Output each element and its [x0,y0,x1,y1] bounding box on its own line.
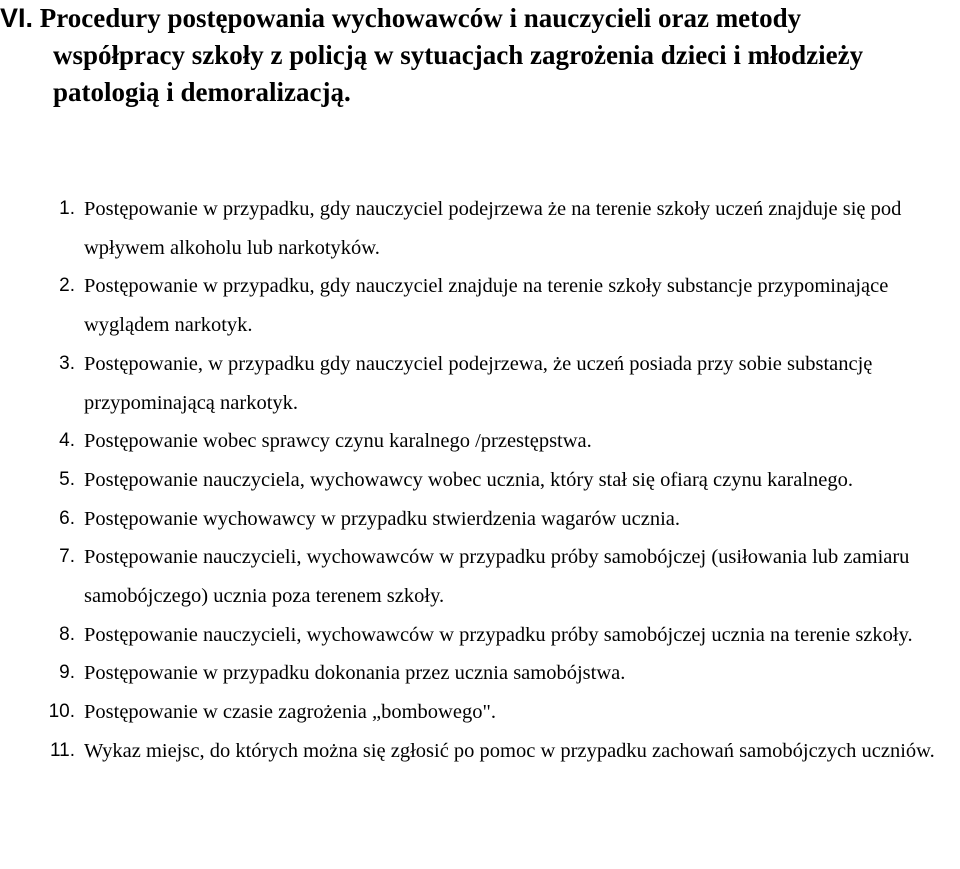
procedure-number: 7. [59,546,75,568]
procedure-text: Postępowanie nauczycieli, wychowawców w przypadku próby samobójczej (usiłowania lub zamiaru samobójczego) ucznia poza terenem szkoły. [84,546,910,608]
section-heading-line-1 [0,0,955,37]
procedure-number: 3. [59,352,75,374]
procedure-item-4 [0,422,960,461]
procedure-item-3 [0,345,960,422]
procedure-text: Postępowanie nauczyciela, wychowawcy wobec ucznia, który stał się ofiarą czynu karalnego. [84,468,854,491]
procedure-item-10 [0,693,960,732]
procedure-number: 5. [59,468,75,490]
procedure-item-2 [0,267,960,344]
section-title-line-3: patologią i demoralizacją. [53,77,351,107]
procedure-item-8 [0,616,960,655]
procedure-item-5 [0,461,960,500]
procedure-item-1 [0,190,960,267]
procedure-item-7 [0,538,960,615]
section-title-line-2: współpracy szkoły z policją w sytuacjach zagrożenia dzieci i młodzieży [53,40,864,70]
procedure-number: 2. [59,275,75,297]
procedure-text: Postępowanie w przypadku, gdy nauczyciel znajduje na terenie szkoły substancje przypominające wyglądem narkotyk. [84,275,889,337]
section-title-line-1: Procedury postępowania wychowawców i nauczycieli oraz metody [39,3,802,33]
procedure-text: Postępowanie wobec sprawcy czynu karalnego /przestępstwa. [84,430,592,453]
section-number: VI. [0,3,34,33]
procedure-list [0,190,960,771]
procedure-number: 10. [48,701,75,723]
procedure-item-6 [0,500,960,539]
procedure-text: Postępowanie nauczycieli, wychowawców w przypadku próby samobójczej ucznia na terenie szkoły. [84,623,913,646]
procedure-text: Postępowanie wychowawcy w przypadku stwierdzenia wagarów ucznia. [84,507,681,530]
procedure-number: 4. [59,430,75,452]
procedure-number: 9. [59,662,75,684]
procedure-number: 8. [59,623,75,645]
procedure-text: Postępowanie w czasie zagrożenia „bombowego". [84,701,496,724]
procedure-number: 6. [59,507,75,529]
procedure-item-9 [0,654,960,693]
procedure-text: Postępowanie, w przypadku gdy nauczyciel podejrzewa, że uczeń posiada przy sobie substancję przypominającą narkotyk. [84,352,873,414]
procedure-text: Postępowanie w przypadku dokonania przez ucznia samobójstwa. [84,662,626,685]
procedure-number: 1. [59,198,75,219]
procedure-item-11 [0,732,960,771]
procedure-number: 11. [49,739,75,761]
section-heading [0,0,955,111]
procedure-text: Wykaz miejsc, do których można się zgłosić po pomoc w przypadku zachowań samobójczych uczniów. [84,739,935,762]
procedure-text: Postępowanie w przypadku, gdy nauczyciel podejrzewa że na terenie szkoły uczeń znajduje się pod wpływem alkoholu lub narkotyków. [84,198,902,259]
